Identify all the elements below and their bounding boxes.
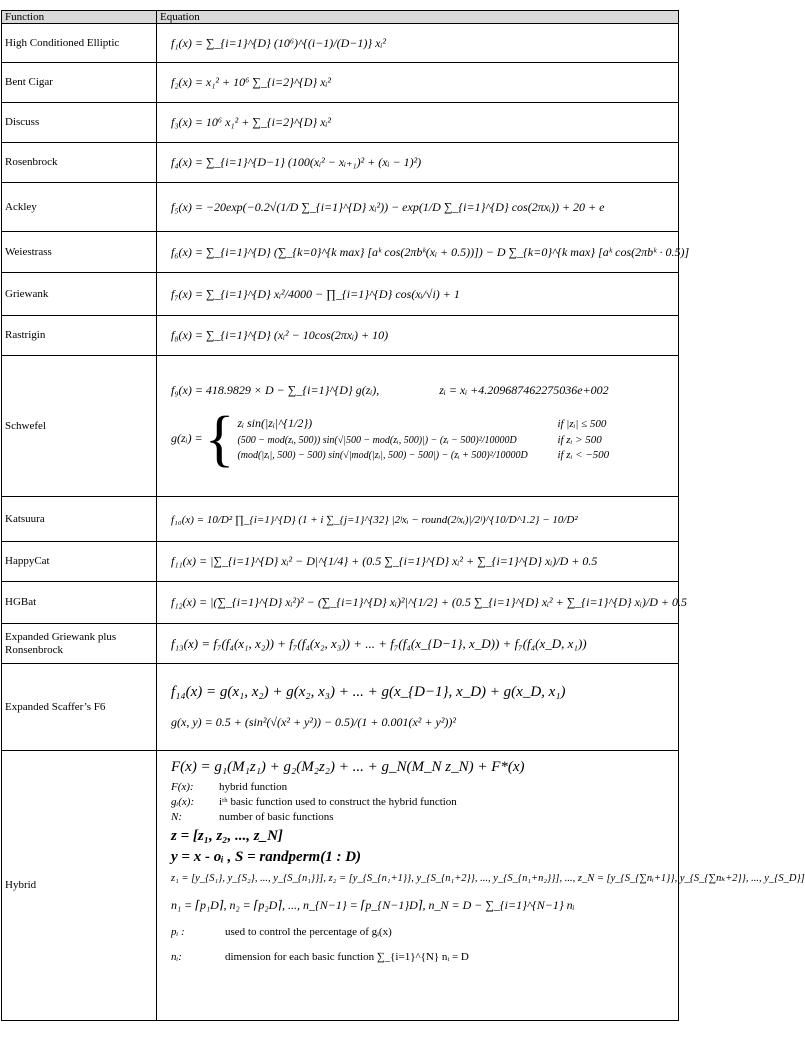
hybrid-term: gᵢ(x): (171, 796, 195, 808)
function-name: Griewank (2, 273, 157, 316)
equation-cell (157, 624, 679, 664)
equation-f9-g: g(zᵢ) = (171, 431, 203, 445)
table-row (2, 751, 679, 1021)
function-name: Rastrigin (2, 316, 157, 356)
function-name: Weiestrass (2, 232, 157, 273)
equation-f14-g: g(x, y) = 0.5 + (sin²(√(x² + y²)) − 0.5)/(1 + 0.001(x² + y²))² (171, 715, 457, 729)
table-row (2, 582, 679, 624)
hybrid-term: nᵢ: (171, 951, 182, 963)
equation-cell (157, 143, 679, 183)
equation-f12: f₁₂(x) = |(∑_{i=1}^{D} xᵢ²)² − (∑_{i=1}^{D} xᵢ)²|^{1/2} + (0.5 ∑_{i=1}^{D} xᵢ² + ∑_{i=1}^{D} xᵢ)/D + 0.5 (171, 595, 687, 609)
table-row (2, 143, 679, 183)
table-header-row (2, 11, 679, 24)
equation-f11: f₁₁(x) = |∑_{i=1}^{D} xᵢ² − D|^{1/4} + (0.5 ∑_{i=1}^{D} xᵢ² + ∑_{i=1}^{D} xᵢ)/D + 0.5 (171, 554, 598, 568)
function-name: Katsuura (2, 497, 157, 542)
hybrid-term-desc: used to control the percentage of gᵢ(x) (225, 926, 392, 938)
equation-cell (157, 664, 679, 751)
table-row (2, 24, 679, 63)
case-list (237, 416, 657, 461)
case-row (237, 449, 657, 461)
table-row (2, 63, 679, 103)
equation-f2: f₂(x) = x₁² + 10⁶ ∑_{i=2}^{D} xᵢ² (171, 75, 332, 89)
case-expression: zᵢ sin(|zᵢ|^{1/2}) (237, 416, 313, 430)
left-brace-icon: { (204, 404, 235, 473)
piecewise-g (171, 404, 678, 473)
function-name: High Conditioned Elliptic (2, 24, 157, 63)
equation-f14: f₁₄(x) = g(x₁, x₂) + g(x₂, x₃) + ... + g(x_{D−1}, x_D) + g(x_D, x₁) (171, 684, 566, 700)
function-name: HappyCat (2, 542, 157, 582)
equation-f1: f₁(x) = ∑_{i=1}^{D} (10⁶)^{(i−1)/(D−1)} xᵢ² (171, 35, 386, 50)
hybrid-term: pᵢ : (171, 926, 185, 938)
case-expression: (500 − mod(zᵢ, 500)) sin(√|500 − mod(zᵢ, 500)|) − (zᵢ − 500)²/10000D (237, 434, 517, 446)
equation-cell (157, 232, 690, 273)
case-condition: if |zᵢ| ≤ 500 (557, 417, 607, 430)
equation-cell (157, 24, 679, 63)
case-row (237, 434, 657, 446)
equation-f13: f₁₃(x) = f₇(f₄(x₁, x₂)) + f₇(f₄(x₂, x₃)) + ... + f₇(f₄(x_{D−1}, x_D)) + f₇(f₄(x_D, x₁)) (171, 635, 587, 651)
equation-cell (157, 542, 679, 582)
equation-cell (157, 497, 679, 542)
table-row (2, 273, 679, 316)
equation-f3: f₃(x) = 10⁶ x₁² + ∑_{i=2}^{D} xᵢ² (171, 115, 332, 129)
header-function: Function (2, 11, 157, 24)
equation-cell (157, 356, 679, 497)
hybrid-term-desc: iᵗʰ basic function used to construct the hybrid function (219, 796, 457, 808)
case-expression: (mod(|zᵢ|, 500) − 500) sin(√|mod(|zᵢ|, 500) − 500|) − (zᵢ + 500)²/10000D (237, 449, 528, 461)
table-row (2, 356, 679, 497)
equation-cell (157, 273, 679, 316)
function-name: Expanded Scaffer’s F6 (2, 664, 157, 751)
table-row (2, 624, 679, 664)
equation-z-partition: z₁ = [y_{S₁}, y_{S₂}, ..., y_{S_{n₁}}], z₂ = [y_{S_{n₁+1}}, y_{S_{n₁+2}}, ..., y_{S_{n₁+n₂}}], ..., z_N = [y_{S_{∑nᵢ+1}}, y_{S_{∑nₖ+2}}, ..., y_{S_D}] (171, 873, 805, 884)
function-name: Ackley (2, 183, 157, 232)
equation-y-shift: y = x - oᵢ , S = randperm(1 : D) (171, 849, 362, 865)
table-row (2, 103, 679, 143)
function-name: Hybrid (2, 751, 157, 1021)
table-row (2, 664, 679, 751)
table-row (2, 316, 679, 356)
function-name: Schwefel (2, 356, 157, 497)
equation-cell (157, 183, 679, 232)
equation-n-sizes: n₁ = ⌈p₁D⌉, n₂ = ⌈p₂D⌉, ..., n_{N−1} = ⌈p_{N−1}D⌉, n_N = D − ∑_{i=1}^{N−1} nᵢ (171, 898, 575, 912)
equation-f9-main: f₉(x) = 418.9829 × D − ∑_{i=1}^{D} g(zᵢ), (171, 382, 380, 397)
function-name: HGBat (2, 582, 157, 624)
equation-f10: f₁₀(x) = 10/D² ∏_{i=1}^{D} (1 + i ∑_{j=1}^{32} |2ʲxᵢ − round(2ʲxᵢ)|/2ʲ)^{10/D^1.2} − 10/D² (171, 513, 578, 526)
benchmark-function-table (1, 10, 805, 1021)
hybrid-term-desc: dimension for each basic function ∑_{i=1}^{N} nᵢ = D (225, 951, 469, 963)
equation-cell (157, 582, 687, 624)
equation-hybrid: F(x) = g₁(M₁z₁) + g₂(M₂z₂) + ... + g_N(M_N z_N) + F*(x) (171, 759, 525, 775)
table-row (2, 232, 679, 273)
equation-z-vector: z = [z₁, z₂, ..., z_N] (171, 828, 283, 844)
function-name: Discuss (2, 103, 157, 143)
equation-cell (157, 751, 805, 1021)
table-row (2, 183, 679, 232)
hybrid-term-desc: hybrid function (219, 781, 288, 793)
function-name: Rosenbrock (2, 143, 157, 183)
equation-f9-shift: zᵢ = xᵢ +4.209687462275036e+002 (439, 382, 609, 397)
equation-cell (157, 103, 679, 143)
equation-cell (157, 316, 679, 356)
equation-f7: f₇(x) = ∑_{i=1}^{D} xᵢ²/4000 − ∏_{i=1}^{D} cos(xᵢ/√i) + 1 (171, 286, 460, 301)
header-equation: Equation (157, 11, 679, 24)
table-row (2, 542, 679, 582)
equation-f4: f₄(x) = ∑_{i=1}^{D−1} (100(xᵢ² − xᵢ₊₁)² + (xᵢ − 1)²) (171, 155, 422, 169)
equation-cell (157, 63, 679, 103)
case-condition: if zᵢ > 500 (557, 434, 602, 446)
equation-f8: f₈(x) = ∑_{i=1}^{D} (xᵢ² − 10cos(2πxᵢ) + 10) (171, 328, 389, 342)
case-condition: if zᵢ < −500 (557, 449, 610, 461)
function-name: Bent Cigar (2, 63, 157, 103)
equation-f5: f₅(x) = −20exp(−0.2√(1/D ∑_{i=1}^{D} xᵢ²)) − exp(1/D ∑_{i=1}^{D} cos(2πxᵢ)) + 20 + e (171, 199, 605, 214)
hybrid-term: F(x): (171, 781, 194, 793)
hybrid-term: N: (171, 811, 182, 823)
equation-f6: f₆(x) = ∑_{i=1}^{D} (∑_{k=0}^{k max} [aᵏ cos(2πbᵏ(xᵢ + 0.5))]) − D ∑_{k=0}^{k max} [aᵏ cos(2πbᵏ · 0.5)] (171, 244, 690, 259)
function-name: Expanded Griewank plus Ronsenbrock (2, 624, 157, 664)
case-row (237, 416, 657, 431)
table-row (2, 497, 679, 542)
hybrid-term-desc: number of basic functions (219, 811, 334, 823)
